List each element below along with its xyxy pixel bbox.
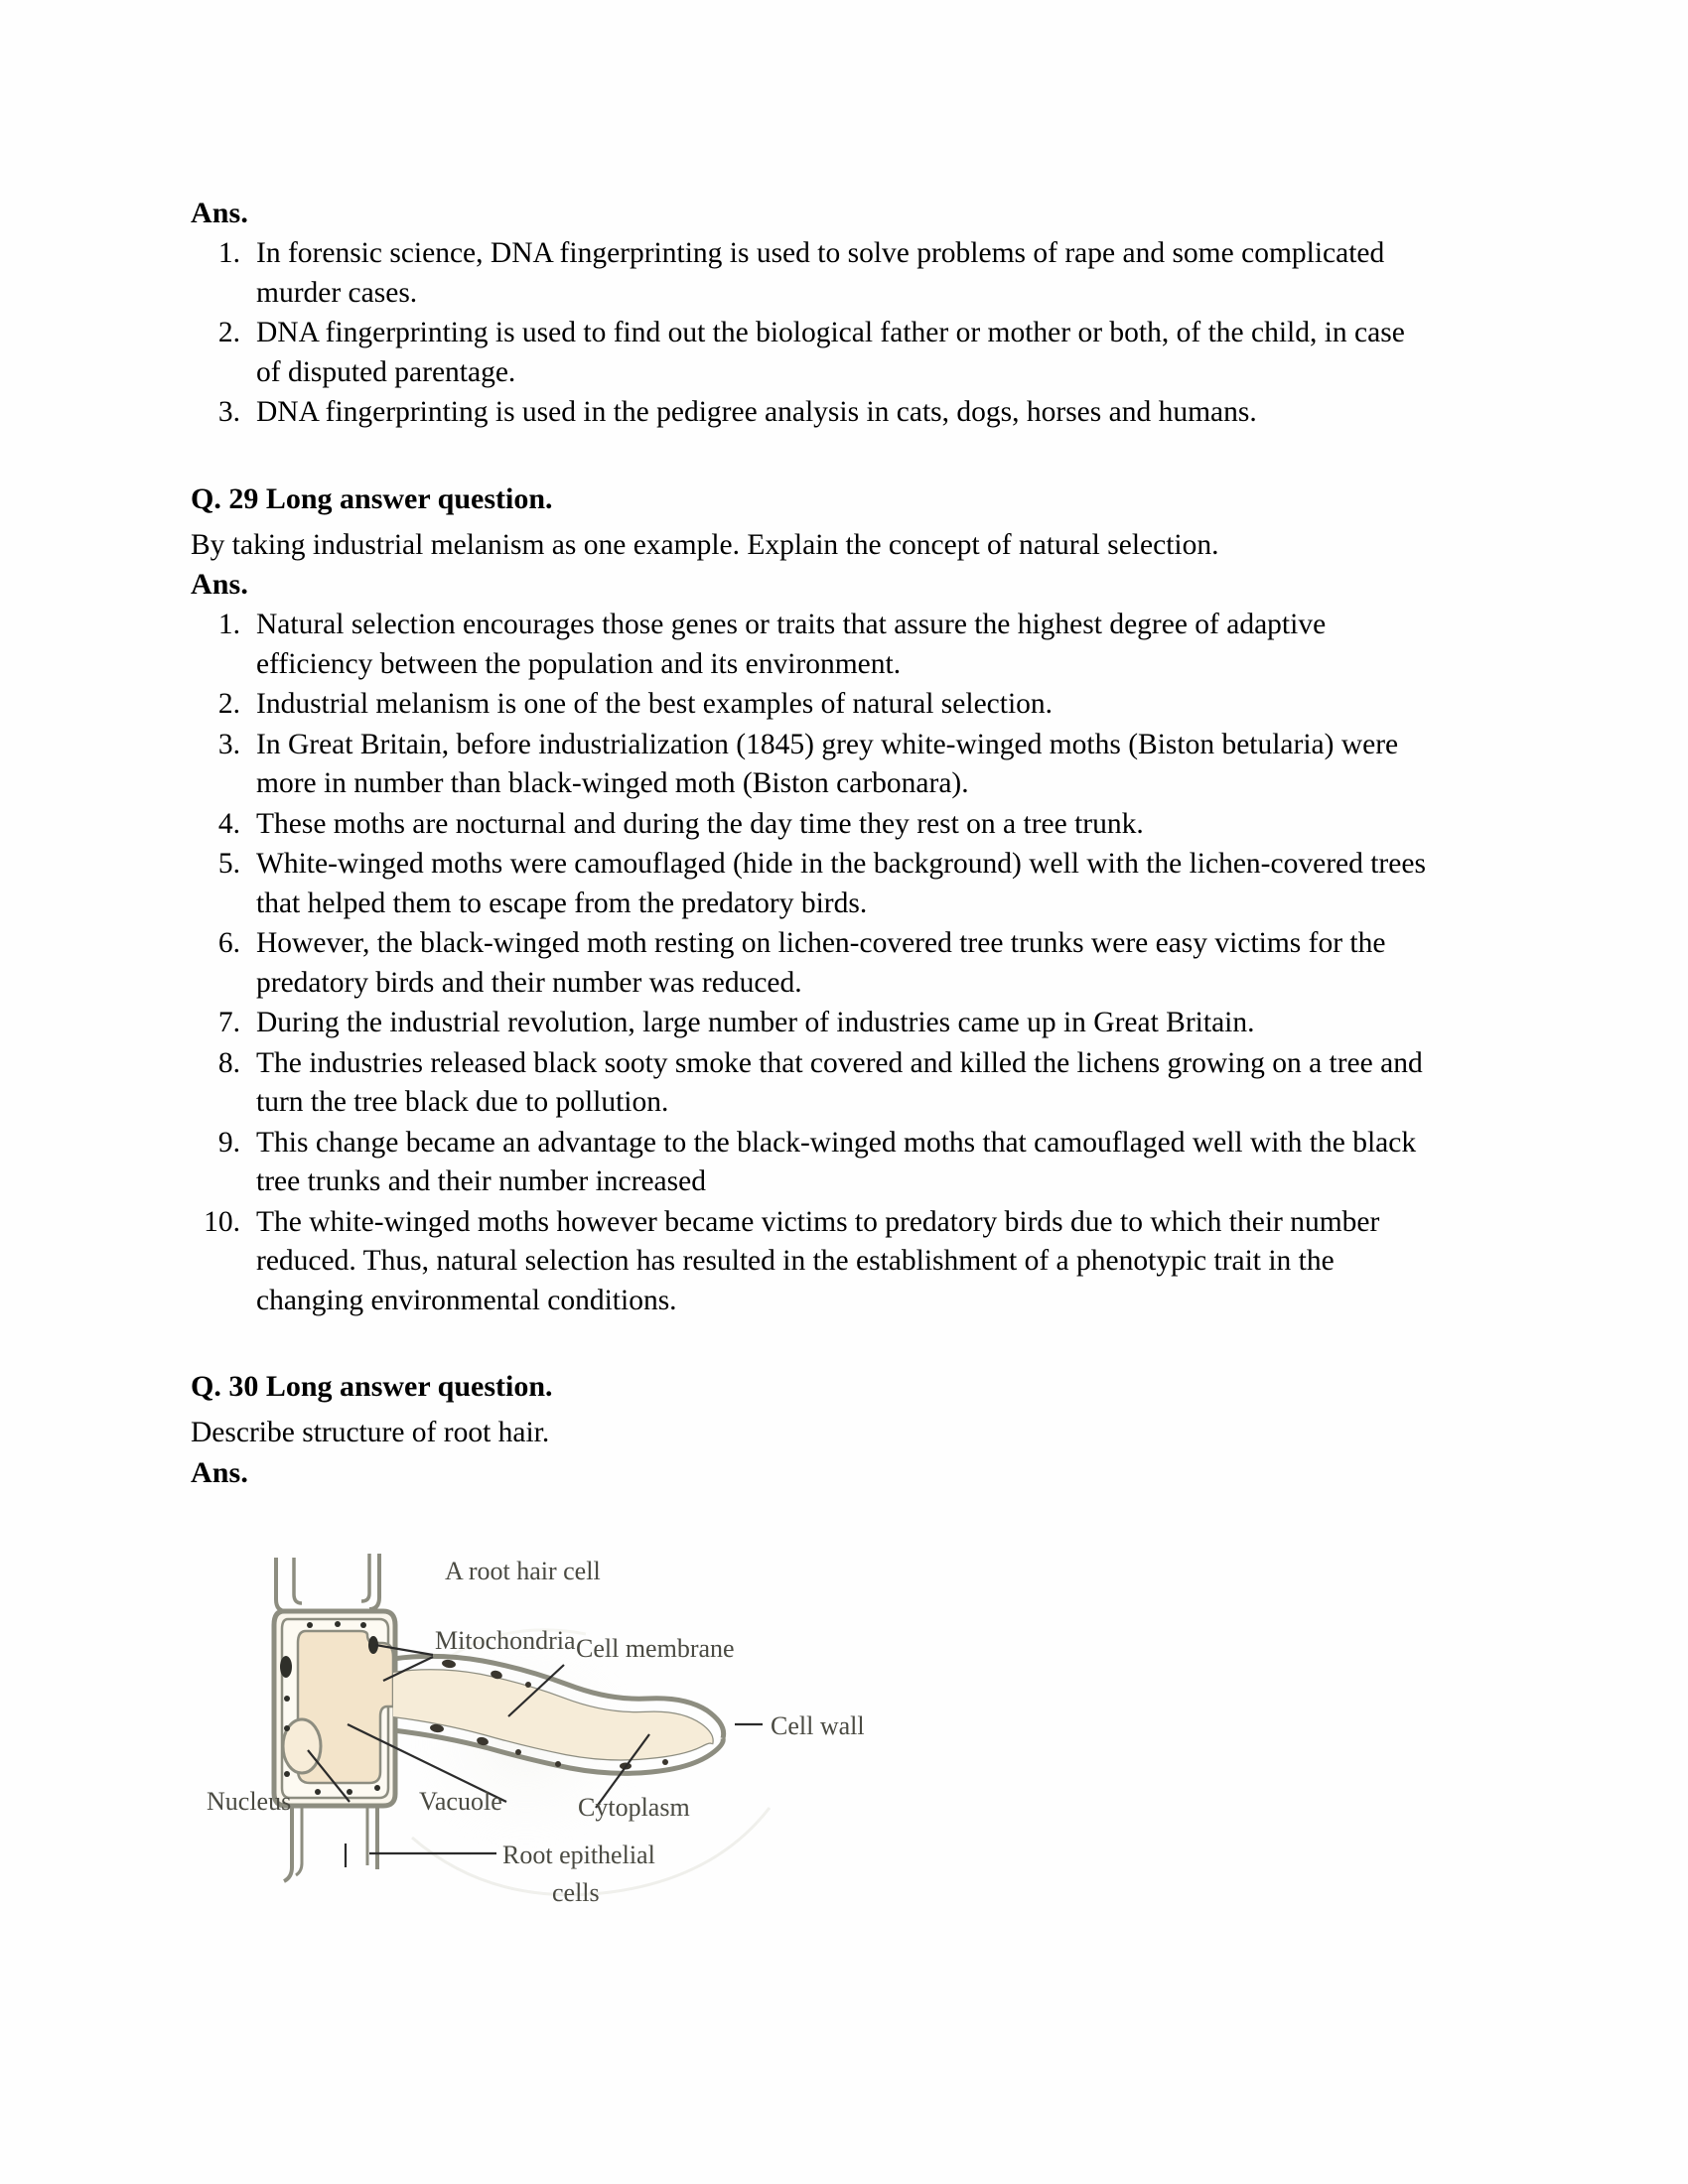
list-item-text: White-winged moths were camouflaged (hide in the background) well with the lichen-covered trees that helped them to escape from the predatory birds.: [256, 848, 1426, 919]
list-item: [191, 314, 1432, 392]
list-marker: 4.: [217, 807, 240, 840]
list-item-text: This change became an advantage to the black-winged moths that camouflaged well with the black tree trunks and their number increased: [256, 1126, 1417, 1198]
figure-label-cell-wall: Cell wall: [771, 1710, 865, 1740]
spacer: [191, 1406, 1472, 1414]
list-item: [191, 685, 1437, 725]
answer-label-previous: Ans.: [191, 197, 248, 229]
list-marker: 8.: [217, 1046, 240, 1079]
spacer: [191, 1321, 1472, 1367]
list-marker: 2.: [217, 688, 240, 721]
question-29-heading: Q. 29 Long answer question.: [191, 481, 553, 515]
list-item: [191, 393, 1432, 433]
list-item-text: DNA fingerprinting is used in the pedigree analysis in cats, dogs, horses and humans.: [256, 396, 1257, 429]
list-item-text: In Great Britain, before industrialization (1845) grey white-winged moths (Biston betularia) were more in number than black-winged moth (Biston carbonara).: [256, 728, 1399, 800]
list-marker: 1.: [217, 609, 240, 641]
document-content: [191, 194, 1472, 1927]
list-item-text: In forensic science, DNA fingerprinting is used to solve problems of rape and some complicated murder cases.: [256, 237, 1385, 309]
list-marker: 10.: [204, 1205, 240, 1238]
list-item-text: During the industrial revolution, large number of industries came up in Great Britain.: [256, 1007, 1255, 1039]
figure-label-vacuole: Vacuole: [419, 1786, 502, 1816]
list-marker: 5.: [217, 848, 240, 881]
figure-label-title: A root hair cell: [445, 1556, 601, 1585]
root-hair-cell-figure: [199, 1540, 914, 1927]
list-marker: 7.: [217, 1007, 240, 1039]
spacer: [191, 434, 1472, 479]
list-item: [191, 726, 1437, 804]
figure-label-cytoplasm: Cytoplasm: [578, 1792, 690, 1822]
list-item-text: These moths are nocturnal and during the day time they rest on a tree trunk.: [256, 807, 1144, 840]
question-30-text: Describe structure of root hair.: [191, 1417, 550, 1449]
answer-list-29: [191, 606, 1437, 1320]
list-item: [191, 1203, 1437, 1321]
list-item: [191, 805, 1437, 845]
list-item-text: The white-winged moths however became victims to predatory birds due to which their number reduced. Thus, natural selection has resulted in the establishment of a phenotypic trait in the changing environmental conditions.: [256, 1205, 1380, 1316]
list-marker: 2.: [217, 317, 240, 349]
figure-label-root-epithelial-line2: cells: [552, 1877, 600, 1907]
figure-label-nucleus: Nucleus: [207, 1786, 292, 1816]
question-29-text: By taking industrial melanism as one example. Explain the concept of natural selection.: [191, 528, 1219, 561]
figure-label-root-epithelial-line1: Root epithelial: [502, 1840, 655, 1869]
list-item: [191, 924, 1437, 1003]
spacer: [191, 518, 1472, 526]
list-item: [191, 845, 1437, 923]
figure-label-cell-membrane: Cell membrane: [576, 1633, 735, 1663]
list-item: [191, 1044, 1437, 1123]
list-item-text: The industries released black sooty smoke that covered and killed the lichens growing on a tree and turn the tree black due to pollution.: [256, 1046, 1423, 1119]
list-item: [191, 606, 1437, 684]
list-marker: 9.: [217, 1126, 240, 1159]
list-marker: 6.: [217, 927, 240, 960]
answer-list-previous: [191, 234, 1432, 433]
list-item: [191, 1124, 1437, 1202]
list-item-text: Industrial melanism is one of the best examples of natural selection.: [256, 688, 1054, 721]
list-item-text: DNA fingerprinting is used to find out the biological father or mother or both, of the child, in case of disputed parentage.: [256, 317, 1405, 388]
list-item: [191, 1004, 1437, 1043]
question-30-heading: Q. 30 Long answer question.: [191, 1370, 553, 1404]
figure-label-mitochondria: Mitochondria: [435, 1625, 576, 1655]
list-marker: 3.: [217, 728, 240, 760]
list-item-text: Natural selection encourages those genes or traits that assure the highest degree of adaptive efficiency between the population and its environment.: [256, 609, 1327, 680]
answer-label-29: Ans.: [191, 568, 248, 602]
list-marker: 3.: [217, 396, 240, 429]
list-item: [191, 234, 1432, 313]
list-item-text: However, the black-winged moth resting on lichen-covered tree trunks were easy victims for the predatory birds and their number was reduced.: [256, 927, 1386, 999]
list-marker: 1.: [217, 237, 240, 269]
answer-label-30: Ans.: [191, 1455, 248, 1489]
